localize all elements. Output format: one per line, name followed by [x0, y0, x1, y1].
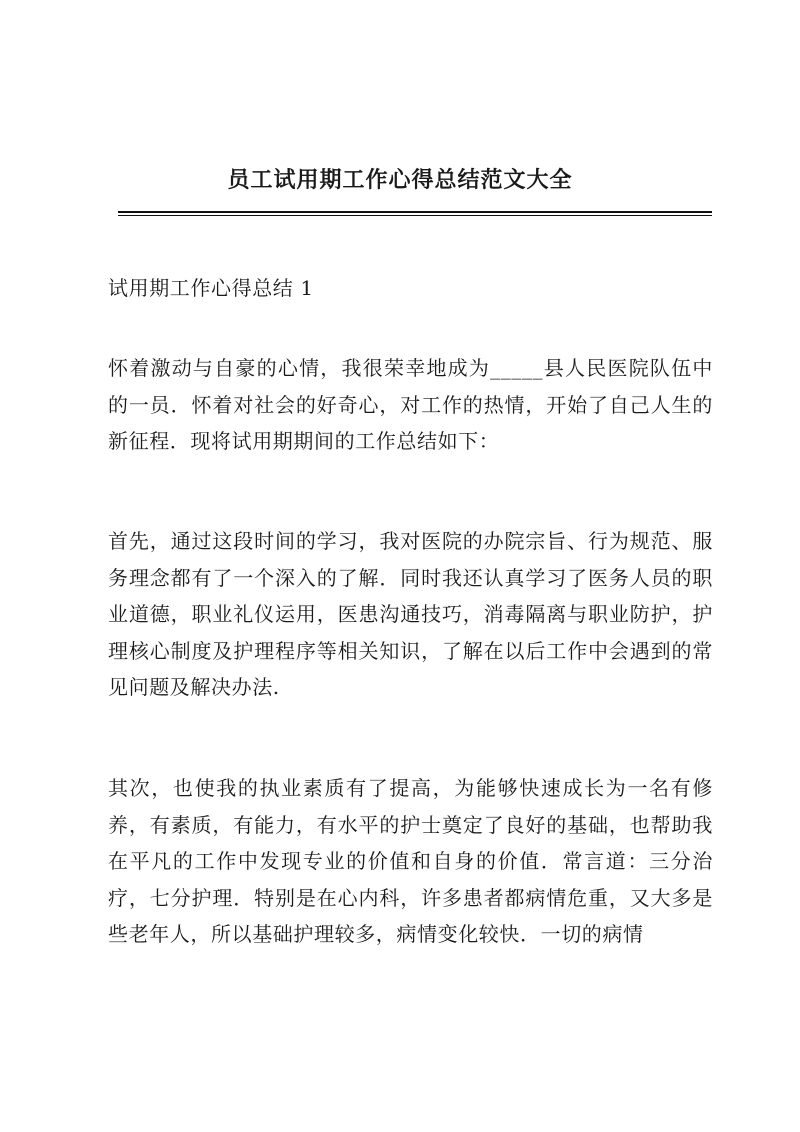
title-divider-thick — [118, 211, 712, 213]
paragraph-2: 首先，通过这段时间的学习，我对医院的办院宗旨、行为规范、服务理念都有了一个深入的了解．同时我还认真学习了医务人员的职业道德，职业礼仪运用，医患沟通技巧，消毒隔离与职业防护，护理核心制度及护理程序等相关知识，了解在以后工作中会遇到的常见问题及解决办法. — [108, 529, 713, 699]
section-heading: 试用期工作心得总结 1 — [108, 276, 314, 300]
paragraph-1: 怀着激动与自豪的心情，我很荣幸地成为_____县人民医院队伍中的一员．怀着对社会的好奇心，对工作的热情，开始了自己人生的新征程．现将试用期期间的工作总结如下： — [108, 356, 713, 453]
paragraph-3: 其次，也使我的执业素质有了提高，为能够快速成长为一名有修养，有素质，有能力，有水平的护士奠定了良好的基础，也帮助我在平凡的工作中发现专业的价值和自身的价值．常言道：三分治疗，七分护理．特别是在心内科，许多患者都病情危重，又大多是些老年人，所以基础护理较多，病情变化较快．一切的病情 — [108, 776, 713, 946]
document-title: 员工试用期工作心得总结范文大全 — [227, 167, 573, 193]
title-divider-thin — [118, 215, 712, 216]
